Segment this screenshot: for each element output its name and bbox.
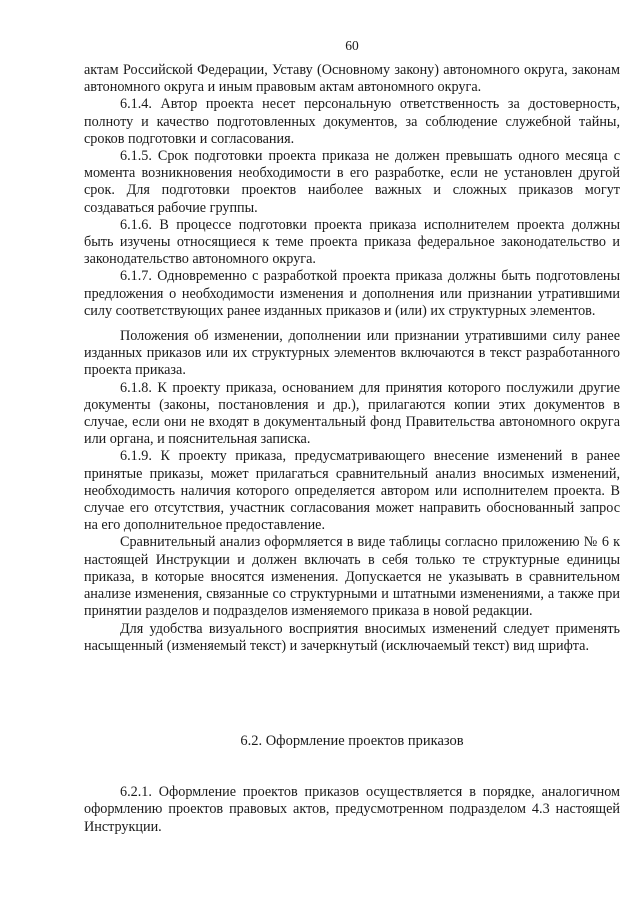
paragraph-6-1-9: 6.1.9. К проекту приказа, предусматривающего внесение изменений в ранее принятые приказы, может прилагаться сравнительный анализ вносимых изменений, необходимость наличия которого определяется автором или исполнителем проекта. В случае его отсутствия, участник согласования может направить обоснованный запрос на его дополнительное предоставление. (84, 448, 620, 534)
paragraph-amendments: Положения об изменении, дополнении или признании утратившими силу ранее изданных приказов или их структурных элементов включаются в текст разработанного проекта приказа. (84, 328, 620, 379)
paragraph-6-1-7: 6.1.7. Одновременно с разработкой проекта приказа должны быть подготовлены предложения о необходимости изменения и дополнения или признании утратившими силу соответствующих ранее изданных приказов и (или) их структурных элементов. (84, 268, 620, 319)
section-body (84, 770, 620, 850)
paragraph-6-1-4: 6.1.4. Автор проекта несет персональную ответственность за достоверность, полноту и качество подготовленных документов, за соблюдение служебной тайны, сроков подготовки и согласования. (84, 96, 620, 147)
paragraph-6-1-5: 6.1.5. Срок подготовки проекта приказа не должен превышать одного месяца с момента возникновения необходимости в его разработке, если не установлен другой срок. Для подготовки проектов наиболее важных и сложных приказов могут создаваться рабочие группы. (84, 148, 620, 216)
paragraph-continuation: актам Российской Федерации, Уставу (Основному закону) автономного округа, законам автономного округа и иным правовым актам автономного округа. (84, 62, 620, 96)
document-page (84, 0, 620, 905)
paragraph-6-1-6: 6.1.6. В процессе подготовки проекта приказа исполнителем проекта должны быть изучены относящиеся к теме проекта приказа федеральное законодательство и законодательство автономного округа. (84, 216, 620, 268)
page-number: 60 (345, 38, 359, 53)
paragraph-6-2-1: 6.2.1. Оформление проектов приказов осуществляется в порядке, аналогичном оформлению проектов правовых актов, предусмотренном подразделом 4.3 настоящей Инструкции. (84, 784, 620, 835)
paragraph-6-1-8: 6.1.8. К проекту приказа, основанием для принятия которого послужили другие документы (законы, постановления и др.), прилагаются копии этих документов в случае, если они не входят в документальный фонд Правительства автономного округа или органа, и пояснительная записка. (84, 379, 620, 448)
paragraph-comparative-analysis: Сравнительный анализ оформляется в виде таблицы согласно приложению № 6 к настоящей Инструкции и должен включать в себя только те структурные единицы приказа, в которые вносятся изменения. Допускается не указывать в сравнительном анализе изменения, связанные со структурными и штатными изменениями, а также при принятии разделов и подразделов изменяемого приказа в новой редакции. (84, 534, 620, 620)
paragraph-font-styles: Для удобства визуального восприятия вносимых изменений следует применять насыщенный (изменяемый текст) и зачеркнутый (исключаемый текст) вид шрифта. (84, 620, 620, 654)
section-title: 6.2. Оформление проектов приказов (240, 733, 464, 749)
document-body (84, 62, 620, 655)
